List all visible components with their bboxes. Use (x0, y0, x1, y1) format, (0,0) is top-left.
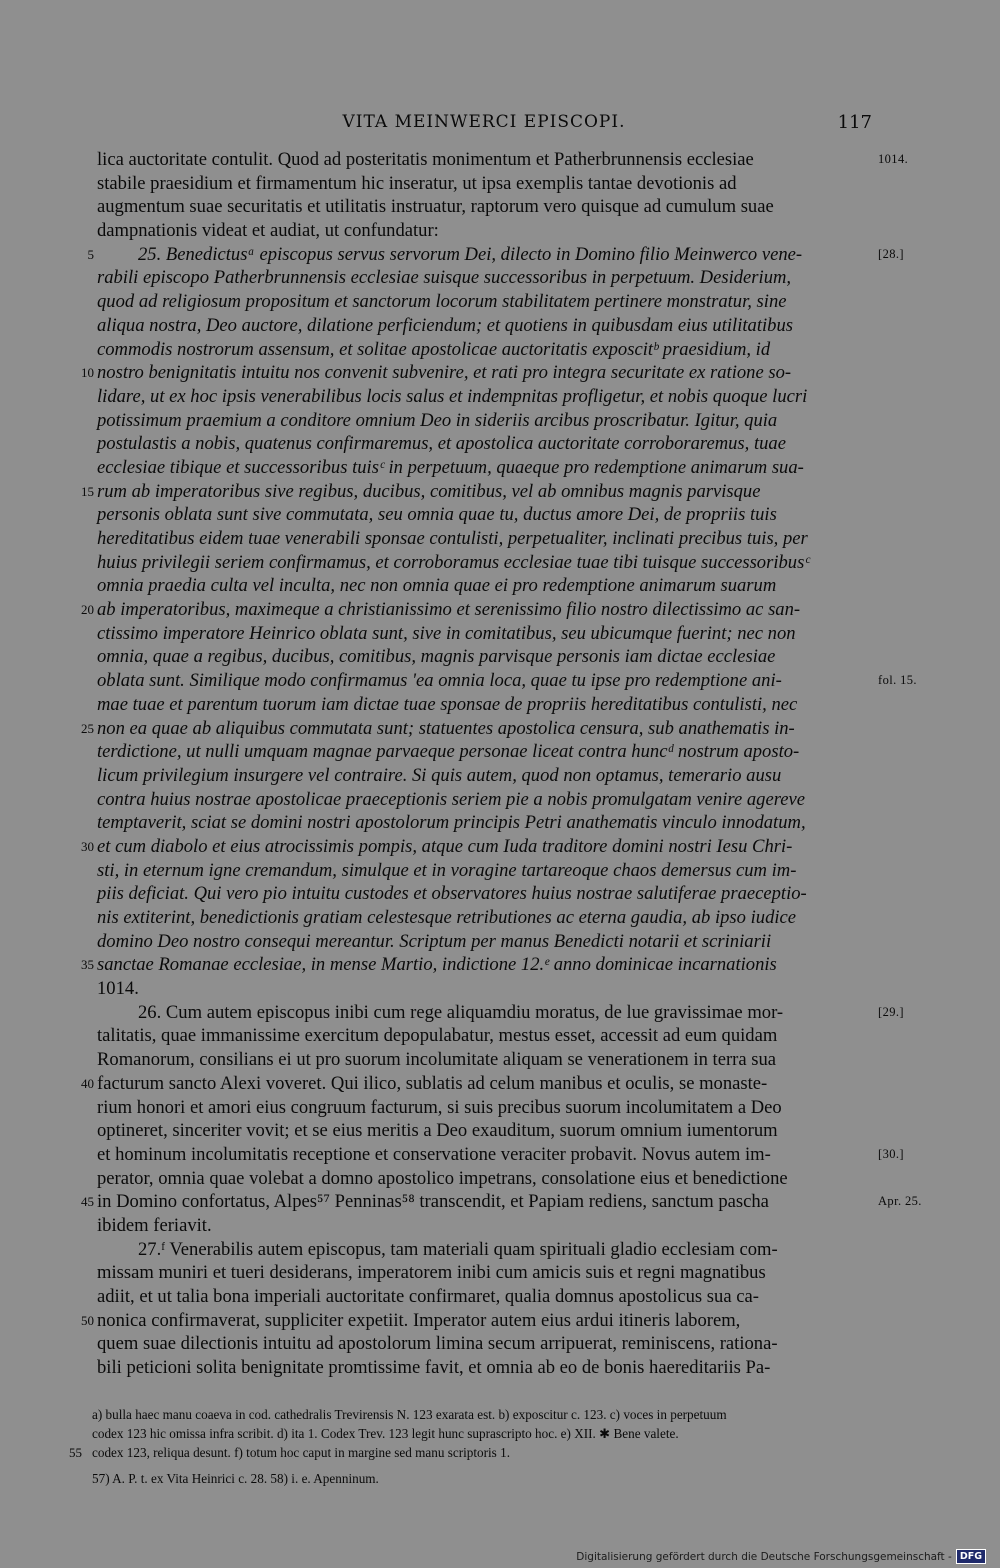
line-text: stabile praesidium et firmamentum hic inseratur, ut ipsa exemplis tantae devotionis ad (97, 172, 737, 194)
margin-note: Apr. 25. (878, 1194, 922, 1209)
line-text: huius privilegii seriem confirmamus, et corroboramus ecclesiae tuae tibi tuisque successoribusᶜ (97, 551, 810, 573)
line-number: 25 (81, 720, 94, 736)
text-line (0, 859, 1000, 883)
line-text: ctissimo imperatore Heinrico oblata sunt, sive in comitatibus, seu ubicumque fuerint; nec non (97, 622, 796, 644)
line-text: Romanorum, consilians ei ut pro suorum incolumitate aliquam se venerationem in terra sua (97, 1049, 777, 1071)
line-text: oblata sunt. Similique modo confirmamus 'ea omnia loca, quae tu ipse pro redemptione ani- (97, 670, 782, 692)
text-line (0, 1001, 1000, 1025)
line-text: optineret, sinceriter vovit; et se eius meritis a Deo exauditum, suorum omnium iumentorum (97, 1120, 778, 1142)
text-line (0, 503, 1000, 527)
text-line (0, 338, 1000, 362)
text-line (0, 1332, 1000, 1356)
text-line (0, 717, 1000, 741)
text-line (0, 1119, 1000, 1143)
line-number: 50 (81, 1312, 94, 1328)
text-line (0, 266, 1000, 290)
line-text: bili peticioni solita benignitate promtissime favit, et omnia ab eo de bonis haereditariis Pa- (97, 1357, 771, 1379)
line-text: omnia, quae a regibus, ducibus, comitibus, magnis parvisque personis iam dictae ecclesiae (97, 646, 776, 668)
text-line (0, 574, 1000, 598)
text-line (0, 1167, 1000, 1191)
footnote-text: codex 123 hic omissa infra scribit. d) ita 1. Codex Trev. 123 legit hunc suprascripto hoc. e) XII. ✱ Bene valete. (92, 1426, 679, 1441)
text-line (0, 1143, 1000, 1167)
line-text: lica auctoritate contulit. Quod ad posteritatis monimentum et Patherbrunnensis ecclesiae (97, 149, 754, 170)
text-line (0, 409, 1000, 433)
credit-text: Digitalisierung gefördert durch die Deutsche Forschungsgemeinschaft - (576, 1550, 952, 1563)
line-text: personis oblata sunt sive commutata, seu omnia quae tu, ductus amore Dei, de propriis tuis (97, 504, 777, 526)
line-text: 27.ᶠ Venerabilis autem episcopus, tam materiali quam spirituali gladio ecclesiam com- (138, 1238, 778, 1260)
line-text: aliqua nostra, Deo auctore, dilatione perficiendum; et quotiens in quibusdam eius utilitatibus (97, 314, 794, 336)
text-line (0, 811, 1000, 835)
text-line (0, 645, 1000, 669)
line-text: ab imperatoribus, maximeque a christianissimo et serenissimo filio nostro dilectissimo ac san- (97, 599, 801, 621)
line-text: nostro benignitatis intuitu nos convenit subvenire, et rati pro integra securitate ex ratione so- (97, 362, 792, 384)
text-line (0, 598, 1000, 622)
text-line (0, 172, 1000, 196)
text-line (0, 1309, 1000, 1333)
footnote-text: a) bulla haec manu coaeva in cod. cathedralis Trevirensis N. 123 exarata est. b) exposcitur c. 123. c) voces in perpetuum (92, 1407, 727, 1422)
digitization-credit (576, 1549, 986, 1564)
text-line (0, 527, 1000, 551)
line-text: potissimum praemium a conditore omnium Deo in sideriis arcibus proscribatur. Igitur, quia (97, 409, 778, 431)
page-header (96, 112, 872, 138)
line-number: 45 (81, 1194, 94, 1210)
text-line (0, 906, 1000, 930)
line-text: piis deficiat. Qui vero pio intuitu custodes et observatores huius nostrae salutiferae praeceptio- (97, 883, 807, 905)
margin-note: [30.] (878, 1146, 904, 1161)
line-text: et hominum incolumitatis receptione et conservatione veraciter probavit. Novus autem im- (97, 1143, 771, 1165)
line-text: sanctae Romanae ecclesiae, in mense Martio, indictione 12.ᵉ anno dominicae incarnationis (97, 954, 777, 976)
text-line (0, 1190, 1000, 1214)
line-text: nonica confirmaverat, suppliciter expetiit. Imperator autem eius ardui itineris laborem, (97, 1309, 741, 1331)
footnote (0, 1469, 1000, 1488)
text-line (0, 290, 1000, 314)
line-text: commodis nostrorum assensum, et solitae apostolicae auctoritatis exposcitᵇ praesidium, id (97, 338, 771, 360)
text-line (0, 432, 1000, 456)
footnote (0, 1443, 1000, 1462)
line-text: facturum sancto Alexi voveret. Qui ilico, sublatis ad celum manibus et oculis, se monaste- (97, 1072, 768, 1094)
text-line (0, 764, 1000, 788)
line-text: licum privilegium insurgere vel contraire. Si quis autem, quod non optamus, temerario ausu (97, 764, 782, 786)
line-text: domino Deo nostro consequi mereantur. Scriptum per manus Benedicti notarii et scriniarii (97, 930, 772, 952)
line-text: quem suae dilectionis intuitu ad apostolorum limina secum arripuerat, reminiscens, rationa- (97, 1333, 778, 1355)
text-line (0, 1214, 1000, 1238)
text-line (0, 243, 1000, 267)
text-line (0, 480, 1000, 504)
footnote (0, 1424, 1000, 1443)
line-text: ibidem feriavit. (97, 1214, 212, 1236)
text-line (0, 1048, 1000, 1072)
margin-note: [29.] (878, 1004, 904, 1019)
text-line (0, 622, 1000, 646)
line-text: contra huius nostrae apostolicae praeceptionis seriem pie a nobis promulgatam venire agereve (97, 788, 805, 810)
text-line (0, 314, 1000, 338)
line-text: 26. Cum autem episcopus inibi cum rege aliquamdiu moratus, de lue gravissimae mor- (138, 1001, 784, 1023)
margin-note: 1014. (878, 152, 909, 166)
line-number: 5 (87, 246, 94, 262)
text-line (0, 1238, 1000, 1262)
line-text: non ea quae ab aliquibus commutata sunt; statuentes apostolica censura, sub anathematis in- (97, 717, 795, 739)
footnotes (0, 1405, 1000, 1488)
line-number: 55 (69, 1445, 82, 1460)
text-line (0, 788, 1000, 812)
text-line (0, 930, 1000, 954)
line-text: 25. Benedictusᵃ episcopus servus servorum Dei, dilecto in Domino filio Meinwerco vene- (138, 243, 803, 265)
text-line (0, 693, 1000, 717)
line-text: rabili episcopo Patherbrunnensis ecclesiae suisque successoribus in perpetuum. Desiderium, (97, 267, 792, 289)
text-line (0, 740, 1000, 764)
text-line (0, 1072, 1000, 1096)
text-line (0, 882, 1000, 906)
text-line (0, 977, 1000, 1001)
text-line (0, 456, 1000, 480)
text-line (0, 669, 1000, 693)
line-number: 35 (81, 957, 94, 973)
text-line (0, 1261, 1000, 1285)
line-text: missam muniri et tueri desiderans, imperatorem inibi cum amicis suis et regni magnatibus (97, 1262, 766, 1284)
text-line (0, 219, 1000, 243)
line-text: omnia praedia culta vel inculta, nec non omnia quae ei pro redemptione animarum suarum (97, 575, 777, 597)
text-line (0, 148, 1000, 172)
line-text: et cum diabolo et eius atrocissimis pompis, atque cum Iuda traditore domini nostri Iesu Chri- (97, 835, 793, 857)
main-text (0, 148, 1000, 1380)
margin-note: [28.] (878, 246, 904, 261)
line-text: perator, omnia quae volebat a domno apostolico impetrans, consolatione eius et benedictione (97, 1167, 788, 1189)
footnote (0, 1405, 1000, 1424)
line-text: nis extiterint, benedictionis gratiam celestesque retributiones ac eterna gaudia, ab ipso iudice (97, 907, 797, 928)
margin-note: fol. 15. (878, 673, 917, 688)
line-text: mae tuae et parentum tuorum iam dictae tuae sponsae de propriis hereditatibus contulisti, nec (97, 693, 798, 715)
text-line (0, 1356, 1000, 1380)
line-text: 1014. (97, 978, 139, 1000)
line-text: hereditatibus eidem tuae venerabili sponsae contulisti, perpetualiter, inclinati precibus tuis, per (97, 528, 808, 549)
text-line (0, 1285, 1000, 1309)
line-number: 15 (81, 483, 94, 499)
line-text: rium honori et amori eius congruum facturum, si suis precibus suorum incolumitatem a Deo (97, 1096, 782, 1118)
text-line (0, 361, 1000, 385)
text-line (0, 195, 1000, 219)
text-line (0, 385, 1000, 409)
line-text: terdictione, ut nulli umquam magnae parvaeque personae liceat contra huncᵈ nostrum aposto- (97, 741, 800, 763)
line-number: 40 (81, 1075, 94, 1091)
line-text: lidare, ut ex hoc ipsis venerabilibus locis salus et indempnitas profligetur, et nobis quoque lucri (97, 385, 808, 407)
footnote-text: codex 123, reliqua desunt. f) totum hoc caput in margine sed manu scriptoris 1. (92, 1445, 510, 1460)
line-text: postulastis a nobis, quatenus confirmaremus, et apostolica auctoritate corroboraremus, tuae (97, 433, 786, 455)
line-text: dampnationis videat et audiat, ut confundatur: (97, 220, 439, 242)
running-title: VITA MEINWERCI EPISCOPI. (342, 112, 626, 132)
text-line (0, 551, 1000, 575)
text-line (0, 1024, 1000, 1048)
text-line (0, 1096, 1000, 1120)
line-text: quod ad religiosum propositum et sanctorum locorum stabilitatem pertinere monstratur, sine (97, 291, 787, 313)
line-text: talitatis, quae immanissime exercitum depopulabatur, mestus esset, accessit ad eum quidam (97, 1025, 778, 1047)
line-number: 20 (81, 602, 94, 618)
text-line (0, 953, 1000, 977)
page-number: 117 (837, 112, 872, 133)
line-text: ecclesiae tibique et successoribus tuisᶜ in perpetuum, quaeque pro redemptione animarum sua- (97, 456, 804, 478)
line-text: adiit, et ut talia bona imperiali auctoritate confirmaret, qualia domnus apostolicus sua ca- (97, 1286, 759, 1307)
line-text: in Domino confortatus, Alpes⁵⁷ Penninas⁵⁸ transcendit, et Papiam rediens, sanctum pascha (97, 1191, 769, 1213)
dfg-logo: DFG (956, 1549, 986, 1564)
line-number: 30 (81, 838, 94, 854)
line-text: temptaverit, sciat se domini nostri apostolorum principis Petri anathematis vinculo innodatum, (97, 812, 806, 834)
line-text: augmentum suae securitatis et utilitatis instruatur, raptorum vero quisque ad cumulum suae (97, 196, 774, 218)
line-text: rum ab imperatoribus sive regibus, ducibus, comitibus, vel ab omnibus magnis parvisque (97, 480, 761, 502)
line-text: sti, in eternum igne cremandum, simulque et in voragine tartareoque chaos demersus cum im- (97, 859, 797, 881)
footnote-text: 57) A. P. t. ex Vita Heinrici c. 28. 58) i. e. Apenninum. (92, 1471, 379, 1486)
line-number: 10 (81, 365, 94, 381)
text-line (0, 835, 1000, 859)
